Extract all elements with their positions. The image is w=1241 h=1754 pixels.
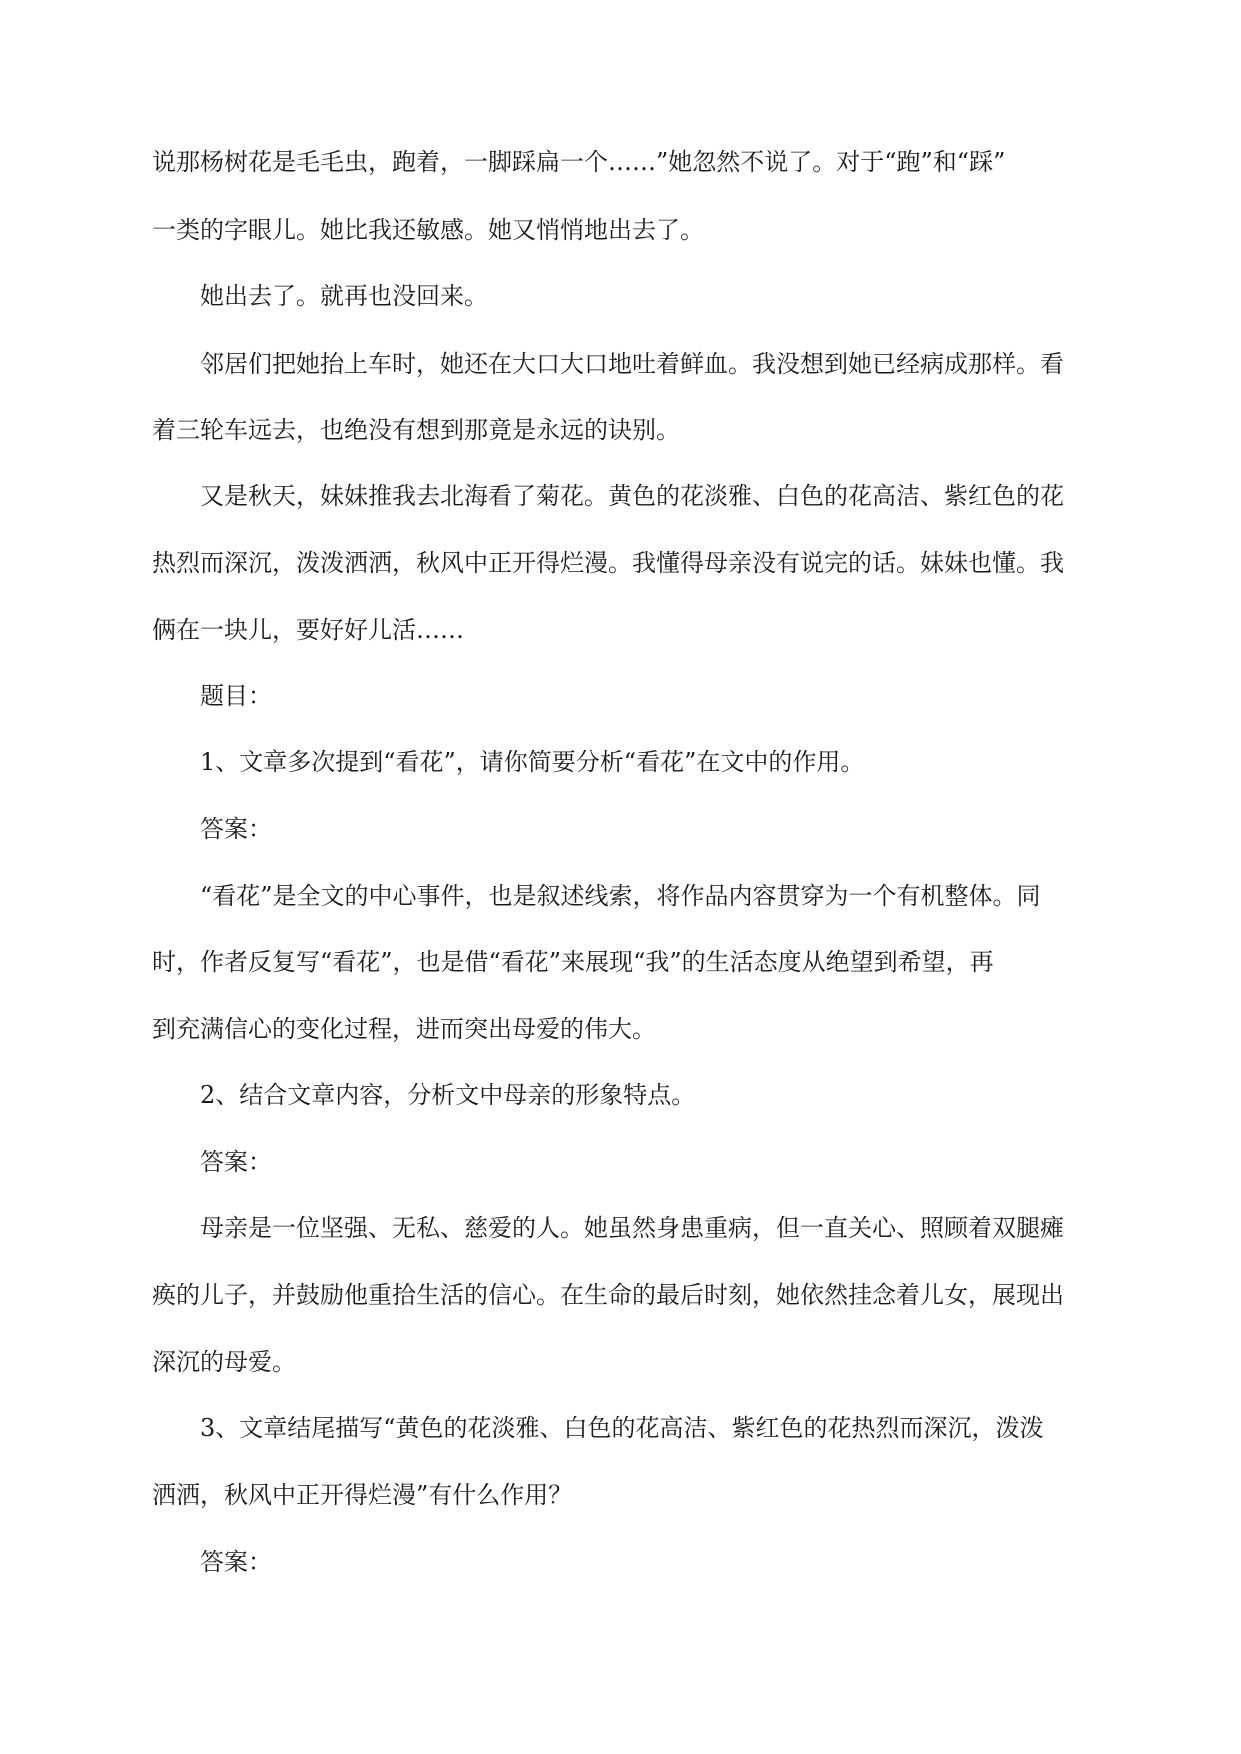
question-3: 3、文章结尾描写“黄色的花淡雅、白色的花高洁、紫红色的花热烈而深沉，泼泼 — [200, 1414, 1044, 1442]
question-1: 1、文章多次提到“看花”，请你简要分析“看花”在文中的作用。 — [200, 748, 865, 776]
answer-2-line: 痪的儿子，并鼓励他重拾生活的信心。在生命的最后时刻，她依然挂念着儿女，展现出 — [152, 1281, 1064, 1309]
text-line: 着三轮车远去，也绝没有想到那竟是永远的诀别。 — [152, 416, 680, 444]
answer-2-line: 母亲是一位坚强、无私、慈爱的人。她虽然身患重病，但一直关心、照顾着双腿瘫 — [200, 1214, 1064, 1242]
answer-label: 答案： — [200, 1548, 272, 1576]
text-line: 一类的字眼儿。她比我还敏感。她又悄悄地出去了。 — [152, 216, 704, 244]
answer-2-line: 深沉的母爱。 — [152, 1348, 296, 1376]
text-line: 俩在一块儿，要好好儿活…… — [152, 616, 464, 644]
text-line: 说那杨树花是毛毛虫，跑着，一脚踩扁一个……”她忽然不说了。对于“跑”和“踩” — [152, 148, 1006, 176]
text-line: 她出去了。就再也没回来。 — [200, 282, 488, 310]
text-line: 热烈而深沉，泼泼洒洒，秋风中正开得烂漫。我懂得母亲没有说完的话。妹妹也懂。我 — [152, 549, 1064, 577]
text-line: 邻居们把她抬上车时，她还在大口大口地吐着鲜血。我没想到她已经病成那样。看 — [200, 350, 1064, 378]
question-2: 2、结合文章内容，分析文中母亲的形象特点。 — [200, 1081, 696, 1109]
questions-heading: 题目： — [200, 682, 272, 710]
answer-1-line: 时，作者反复写“看花”，也是借“看花”来展现“我”的生活态度从绝望到希望，再 — [152, 948, 994, 976]
question-3-line: 洒洒，秋风中正开得烂漫”有什么作用？ — [152, 1481, 573, 1509]
answer-label: 答案： — [200, 1148, 272, 1176]
answer-1-line: “看花”是全文的中心事件，也是叙述线索，将作品内容贯穿为一个有机整体。同 — [200, 882, 1041, 910]
text-line: 又是秋天，妹妹推我去北海看了菊花。黄色的花淡雅、白色的花高洁、紫红色的花 — [200, 482, 1064, 510]
answer-1-line: 到充满信心的变化过程，进而突出母爱的伟大。 — [152, 1015, 656, 1043]
answer-label: 答案： — [200, 815, 272, 843]
